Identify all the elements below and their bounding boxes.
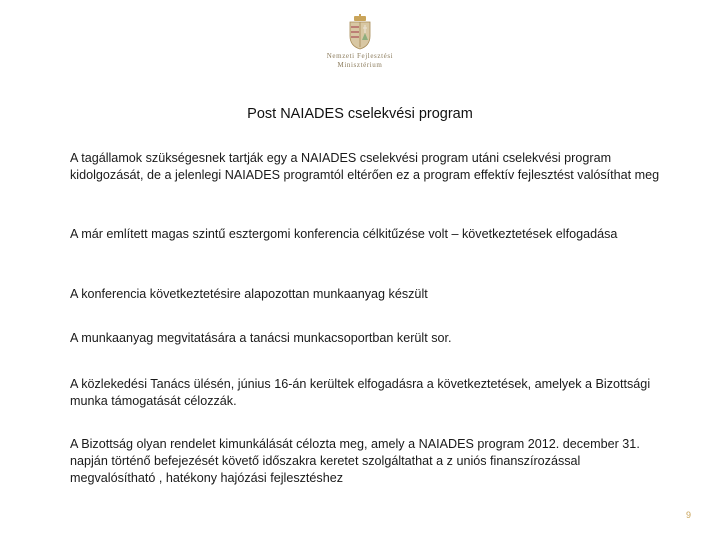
ministry-name [320, 52, 400, 70]
bullet-2: A már említett magas szintű esztergomi konferencia célkitűzése volt – következtetések elfogadása [70, 227, 618, 241]
bullet-5: A közlekedési Tanács ülésén, június 16-án kerültek elfogadásra a következtetések, amelyek a Bizottsági munka támogatását célozzák. [70, 377, 651, 408]
ministry-name-line2: Minisztérium [337, 61, 383, 69]
ministry-logo [320, 14, 400, 84]
bullet-4: A munkaanyag megvitatására a tanácsi munkacsoportban került sor. [70, 331, 452, 345]
hungarian-coat-of-arms-icon [347, 14, 373, 50]
ministry-name-line1: Nemzeti Fejlesztési [326, 52, 394, 60]
bullet-1: A tagállamok szükségesnek tartják egy a NAIADES cselekvési program utáni cselekvési program kidolgozását, de a jelenlegi NAIADES programtól eltérően ez a program effektív fejlesztést valósíthat meg [70, 151, 660, 182]
slide-title: Post NAIADES cselekvési program [247, 106, 473, 122]
bullet-6: A Bizottság olyan rendelet kimunkálását célozta meg, amely a NAIADES program 2012. december 31. napján történő befejezését követő időszakra keretet szolgáltathat a z uniós finanszírozással megvalósítható , hatékony hajózási fejlesztéshez [70, 437, 640, 485]
bullet-3: A konferencia következtetésire alapozottan munkaanyag készült [70, 287, 428, 301]
page-number: 9 [685, 510, 691, 520]
